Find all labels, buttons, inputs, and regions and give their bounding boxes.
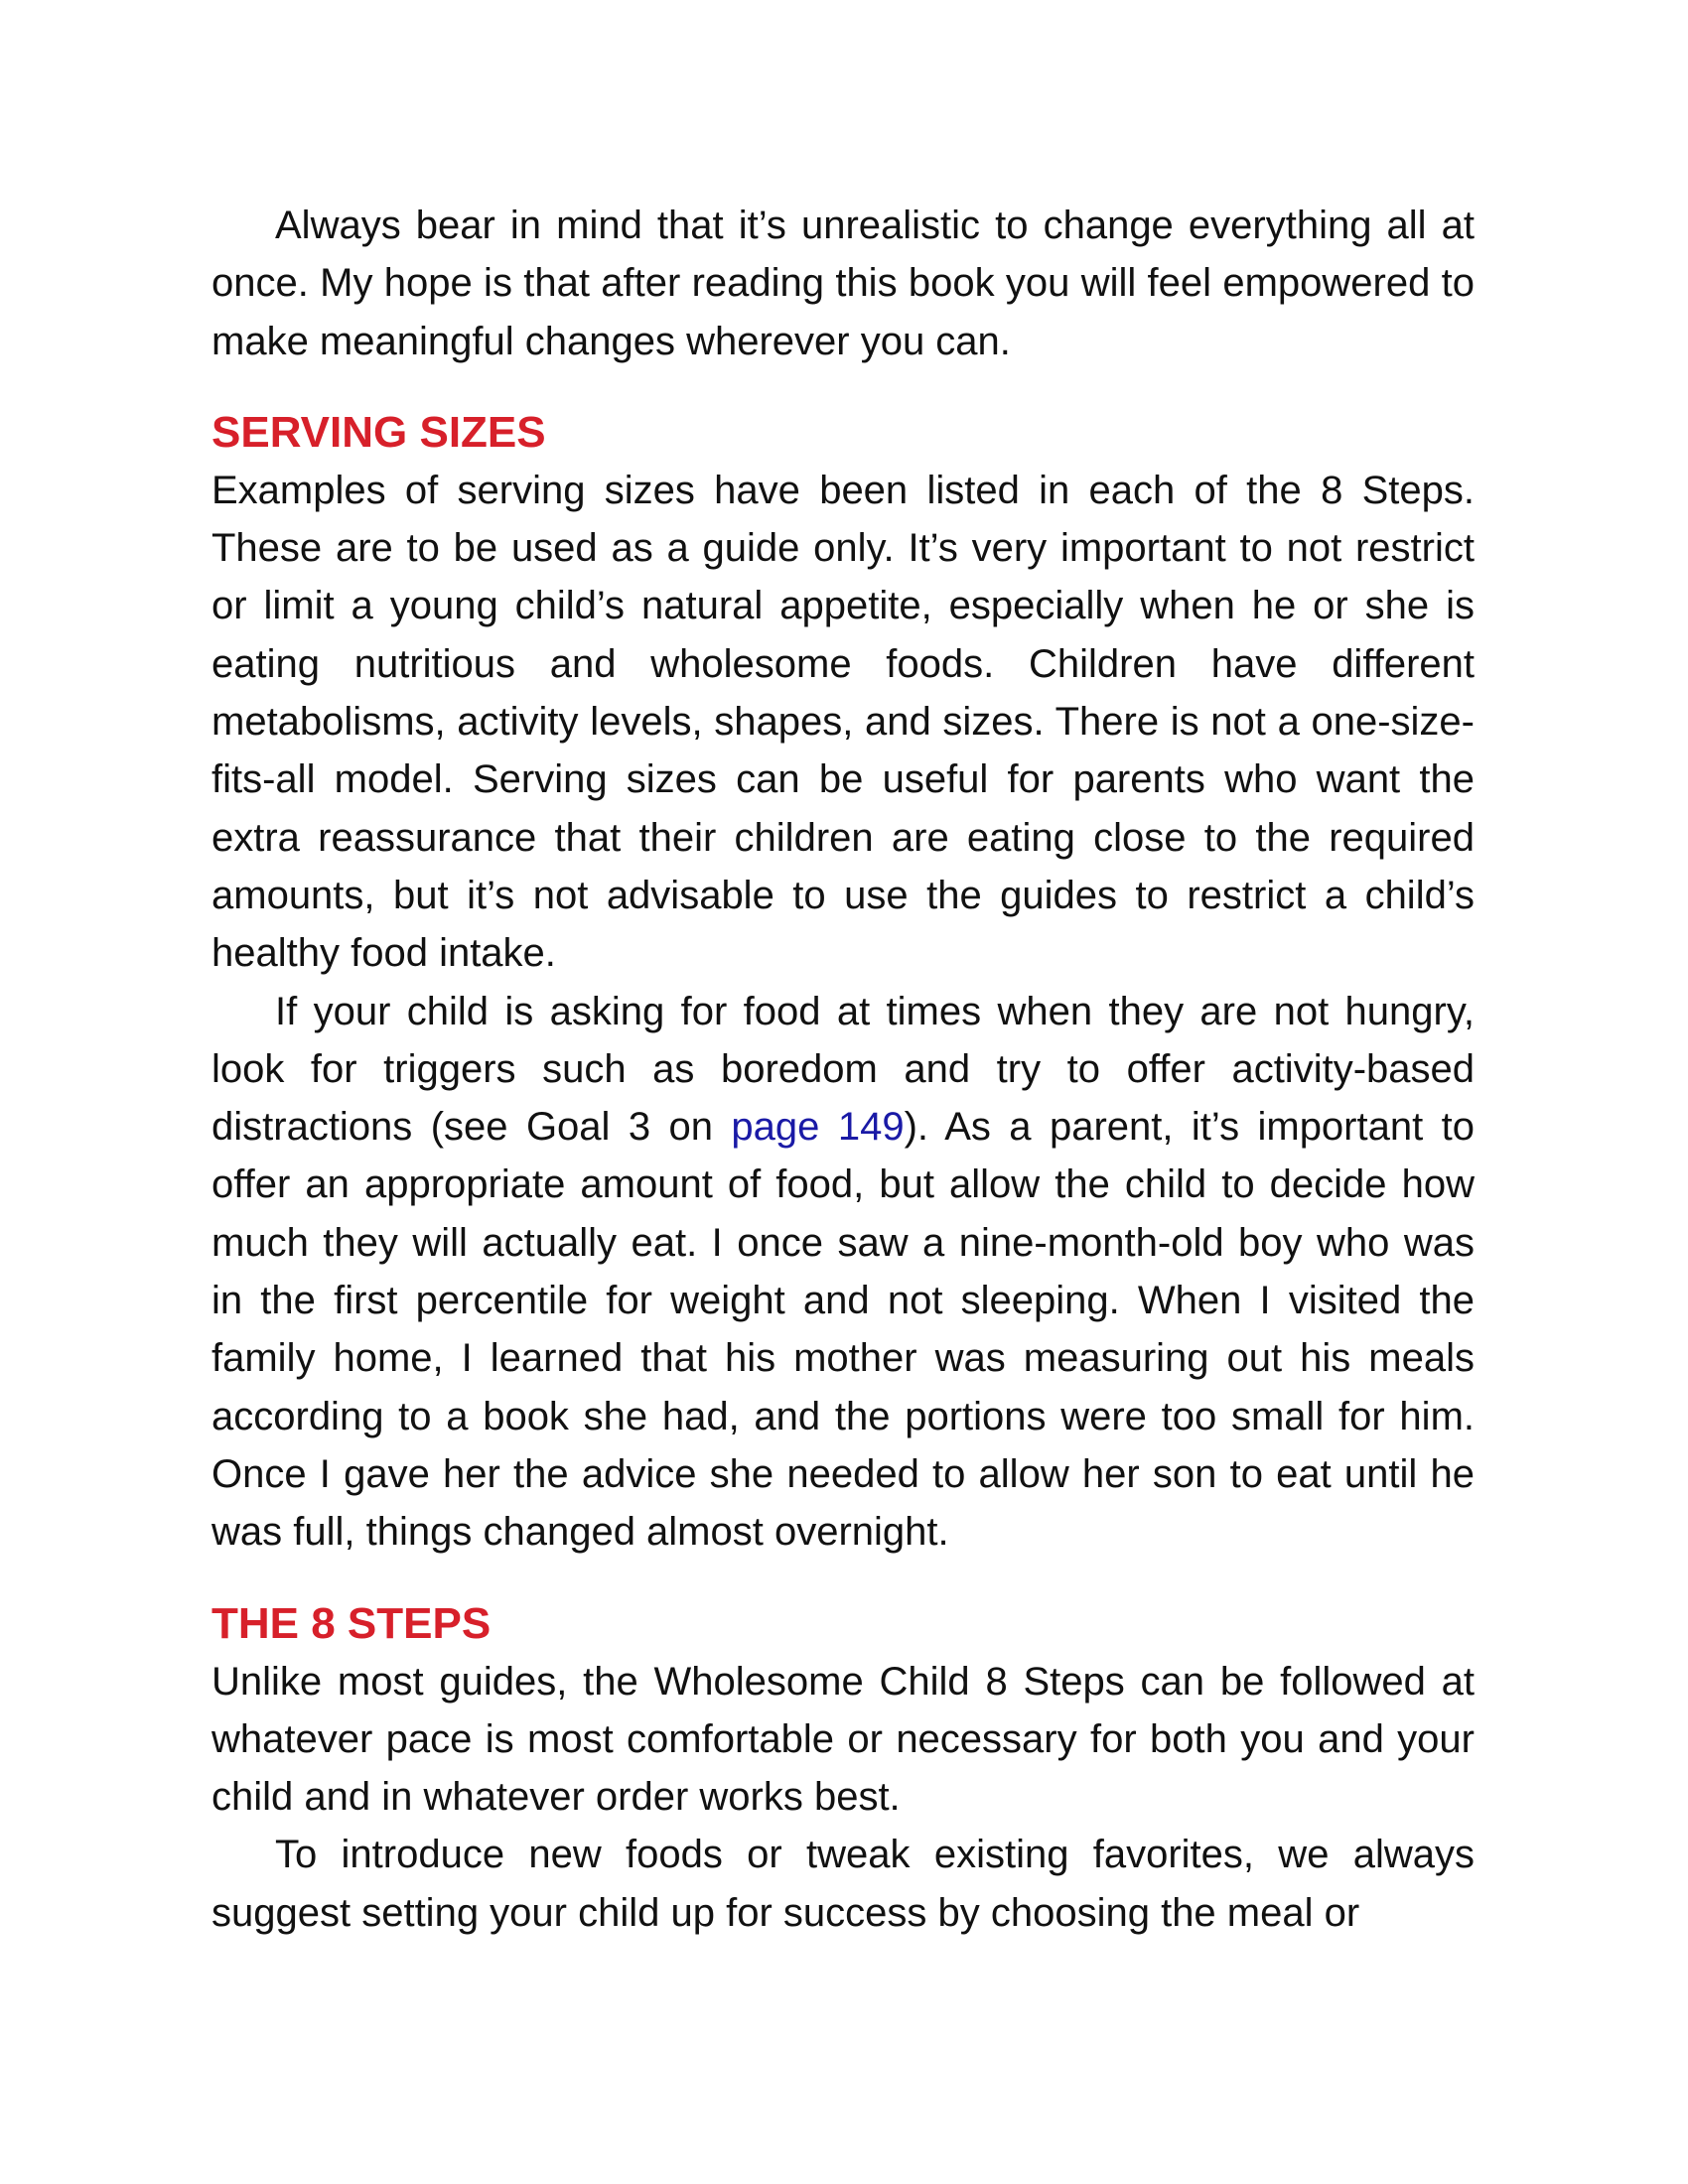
heading-the-8-steps: THE 8 STEPS	[211, 1598, 492, 1648]
paragraph-text: If your child is asking for food at times when they are not hungry, look for triggers such as boredom and try to offer activity-based distractions (see Goal 3 on	[211, 989, 1475, 1150]
page-content	[211, 197, 1475, 1942]
serving-sizes-paragraph-2	[211, 983, 1475, 1562]
heading-serving-sizes: SERVING SIZES	[211, 407, 546, 457]
page-reference-link[interactable]: page 149	[731, 1105, 905, 1150]
steps-paragraph-2: To introduce new foods or tweak existing favorites, we always suggest setting your child up for success by choosing the meal or	[211, 1833, 1475, 1935]
intro-paragraph: Always bear in mind that it’s unrealistic to change everything all at once. My hope is that after reading this book you will feel empowered to make meaningful changes wherever you can.	[211, 204, 1475, 363]
steps-paragraph-1: Unlike most guides, the Wholesome Child 8 Steps can be followed at whatever pace is most comfortable or necessary for both you and your child and in whatever order works best.	[211, 1659, 1475, 1820]
paragraph-text: ). As a parent, it’s important to offer an appropriate amount of food, but allow the child to decide how much they will actually eat. I once saw a nine-month-old boy who was in the first percentile for weight and not sleeping. When I visited the family home, I learned that his mother was measuring out his meals according to a book she had, and the portions were too small for him. Once I gave her the advice she needed to allow her son to eat until he was full, things changed almost overnight.	[211, 1105, 1475, 1555]
serving-sizes-paragraph-1: Examples of serving sizes have been listed in each of the 8 Steps. These are to be used as a guide only. It’s very important to not restrict or limit a young child’s natural appetite, especially when he or she is eating nutritious and wholesome foods. Children have different metabolisms, activity levels, shapes, and sizes. There is not a one-size-fits-all model. Serving sizes can be useful for parents who want the extra reassurance that their children are eating close to the required amounts, but it’s not advisable to use the guides to restrict a child’s healthy food intake.	[211, 468, 1475, 976]
